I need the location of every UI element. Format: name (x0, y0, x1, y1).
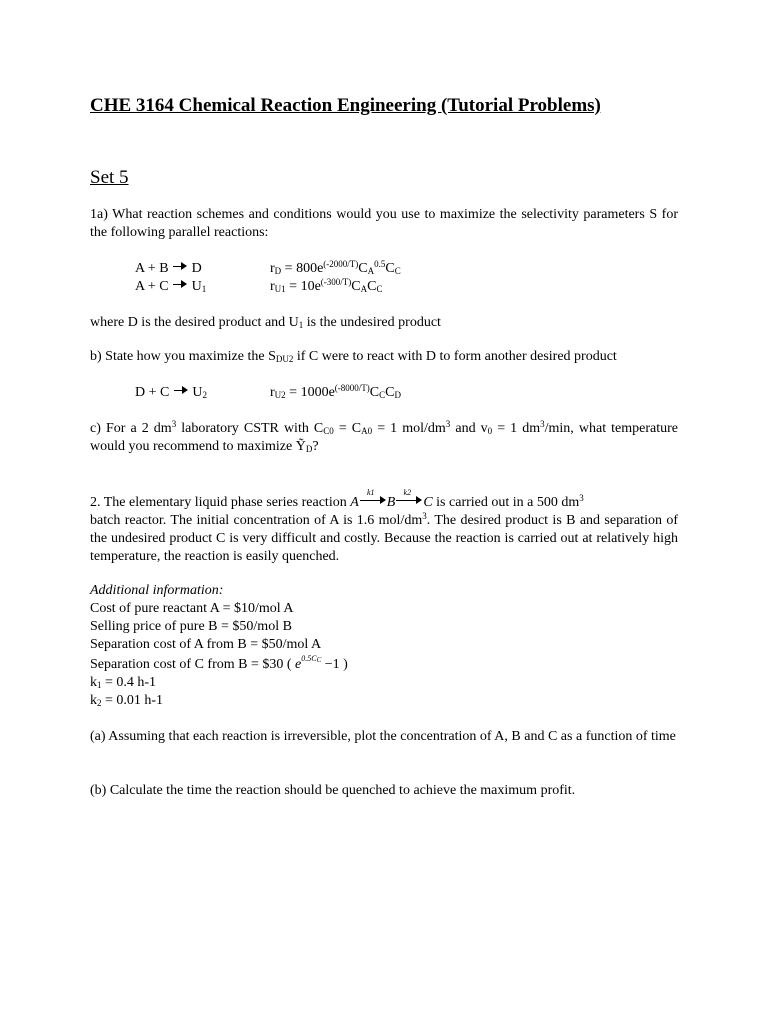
additional-info-heading: Additional information: (90, 583, 224, 598)
reaction-1-equation: A + B D (135, 261, 202, 276)
reaction-3-equation: D + C $U_2$ (135, 385, 207, 400)
cost-reactant-a: Cost of pure reactant A = $10/mol A (90, 601, 294, 616)
right-arrow-icon (173, 279, 187, 289)
document-title: CHE 3164 Chemical Reaction Engineering (Tutorial Problems) (90, 95, 601, 116)
right-arrow-icon (173, 261, 187, 271)
q1a-text: 1a) What reaction schemes and conditions would you use to maximize the selectivity parameters S for the following parallel reactions: (90, 207, 678, 240)
right-arrow-icon (174, 385, 188, 395)
reaction-2-equation: A + C $U_1$ (135, 279, 207, 294)
q1a-note: where D is the desired product and $U_1$ is the undesired product (90, 315, 441, 330)
k2-value: $k_2 = 0.01$ h-1 (90, 693, 164, 708)
q2-intro-line1: 2. The elementary liquid phase series reaction A k1 B k2 C is carried out in a 500 $dm^3$ (90, 488, 584, 510)
reaction-1-rate: $r_D = 800e^{(-2000/T)}C_A^{0.5}C_C$ (270, 259, 401, 276)
q2-part-b: (b) Calculate the time the reaction should be quenched to achieve the maximum profit. (90, 783, 576, 798)
reaction-3-rate: $r_{U2} = 1000e^{(-8000/T)}C_CC_D$ (270, 383, 401, 400)
reaction-2-rate: $r_{U1} = 10e^{(-300/T)}C_AC_C$ (270, 277, 383, 294)
selling-price-b: Selling price of pure B = $50/mol B (90, 619, 292, 634)
q1c-text: c) For a 2 $dm^3$ laboratory CSTR with $C_{C0} = C_{A0} = 1$ mol/$dm^3$ and $v_0 = 1$ $dm^3/\min$, what temperature would you recommend to maximize Ỹ$_D$? (90, 419, 679, 454)
q2-part-a: (a) Assuming that each reaction is irreversible, plot the concentration of A, B and C as a function of time (90, 729, 676, 744)
set-heading: Set 5 (90, 167, 129, 188)
separation-cost-a: Separation cost of A from B = $50/mol A (90, 637, 322, 652)
k2-arrow-icon: k2 (396, 495, 422, 505)
separation-cost-c: Separation cost of C from B = $30 ( $e^{0.5C_C} -1$ ) (90, 654, 348, 672)
k1-arrow-icon: k1 (360, 495, 386, 505)
q1b-text: b) State how you maximize the $S_{DU2}$ if C were to react with D to form another desired product (90, 349, 617, 364)
q2-intro-rest: batch reactor. The initial concentration of A is 1.6 mol/$dm^3$. The desired product is B and separation of the undesired product C is very difficult and costly. Because the reaction is carried out at relatively high temperature, the reaction is easily quenched. (90, 511, 678, 564)
k1-value: $k_1 = 0.4$ h-1 (90, 675, 157, 690)
